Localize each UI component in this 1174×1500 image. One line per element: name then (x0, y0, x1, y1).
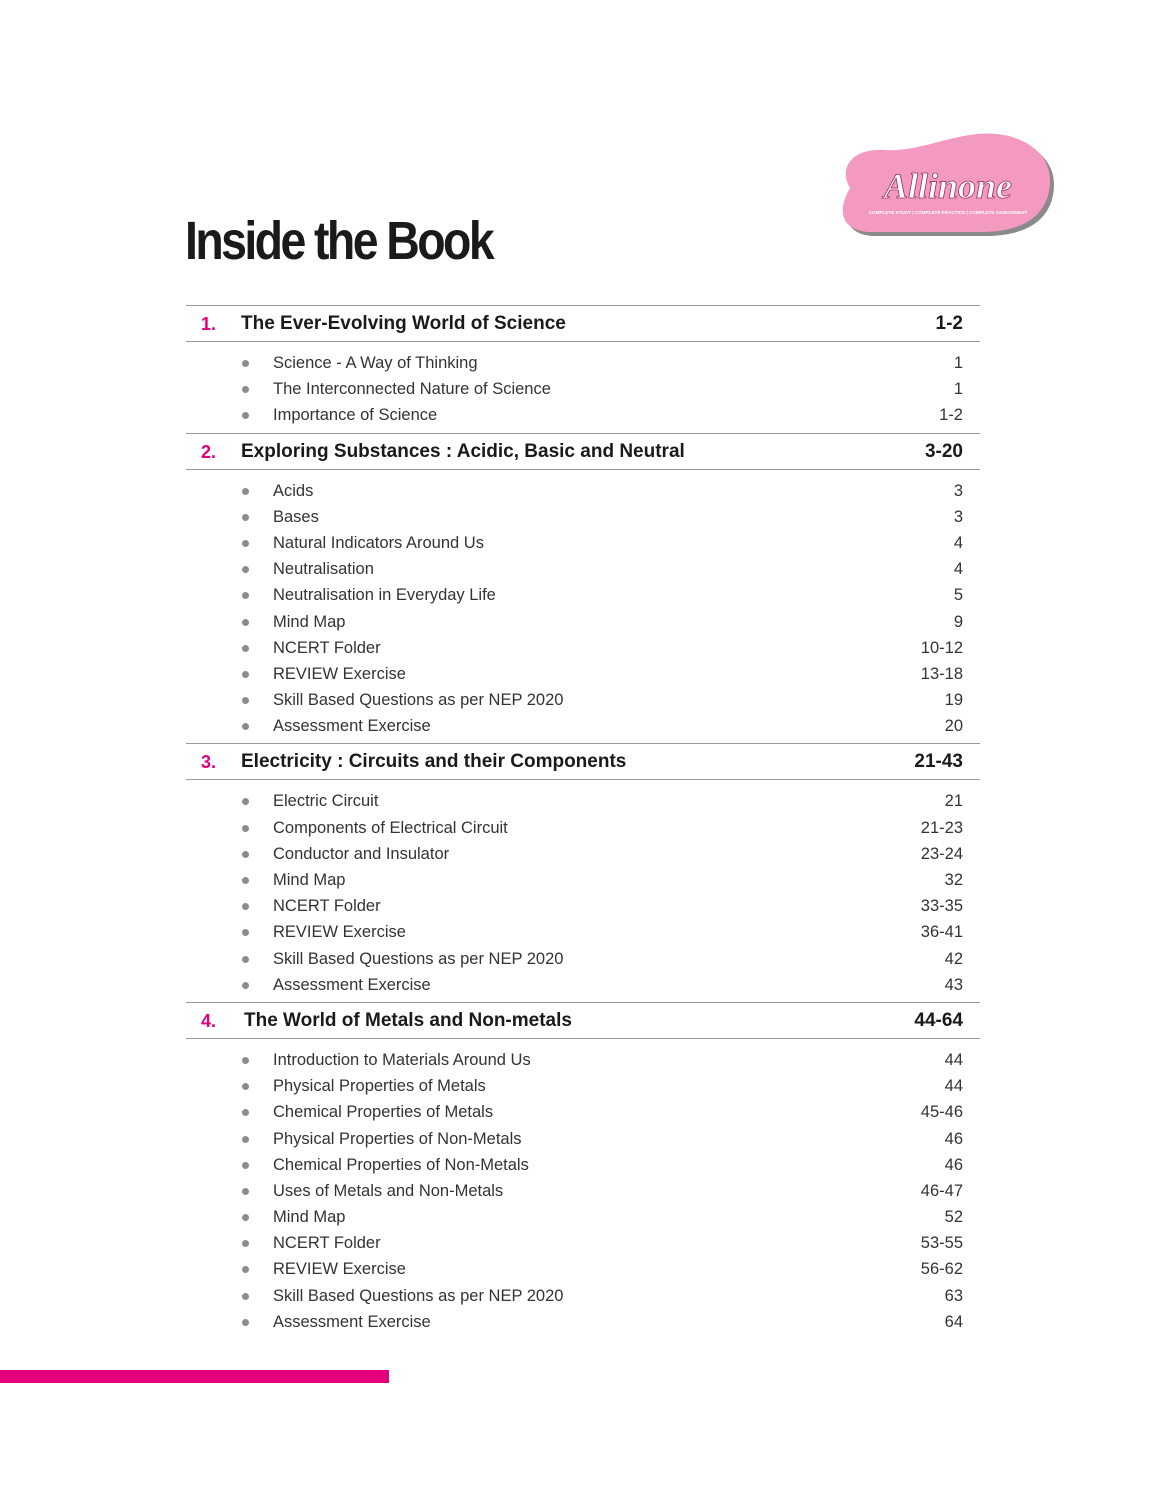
topic-item (186, 816, 980, 842)
topic-item (186, 842, 980, 868)
bullet-icon (242, 1136, 249, 1143)
topic-page: 3 (953, 481, 963, 500)
bullet-icon (242, 412, 249, 419)
topic-label: Acids (273, 481, 314, 500)
topic-label: REVIEW Exercise (273, 923, 406, 942)
topic-list (186, 1039, 980, 1339)
topic-item (186, 583, 980, 609)
topic-page: 56-62 (920, 1260, 963, 1279)
topic-label: NCERT Folder (273, 638, 381, 657)
topic-page: 5 (953, 586, 963, 605)
accent-bar (0, 1370, 389, 1383)
chapter-title: The World of Metals and Non-metals (244, 1009, 572, 1031)
bullet-icon (242, 1162, 249, 1169)
topic-page: 32 (944, 871, 963, 889)
chapter-section (186, 305, 980, 433)
bullet-icon (242, 1057, 249, 1064)
bullet-icon (242, 956, 249, 963)
topic-label: Physical Properties of Metals (273, 1077, 486, 1096)
topic-item (186, 1257, 980, 1283)
chapter-section (186, 433, 980, 744)
topic-item (186, 662, 980, 688)
topic-label: Bases (273, 507, 319, 526)
topic-item (186, 714, 980, 740)
topic-label: Components of Electrical Circuit (273, 818, 508, 837)
bullet-icon (242, 851, 249, 858)
topic-item (186, 1179, 980, 1205)
topic-page: 1 (953, 354, 963, 372)
topic-item (186, 377, 980, 403)
topic-item (186, 973, 980, 999)
chapter-section (186, 1002, 980, 1339)
topic-label: REVIEW Exercise (273, 664, 406, 683)
topic-item (186, 1127, 980, 1153)
topic-page: 21-23 (920, 818, 963, 837)
accent-bar-fill (0, 1370, 389, 1383)
chapter-section (186, 743, 980, 1002)
topic-page: 1 (953, 380, 963, 399)
chapter-heading-row (186, 305, 980, 342)
bullet-icon (242, 360, 249, 367)
chapter-page-range: 1-2 (935, 313, 963, 334)
topic-label: NCERT Folder (273, 897, 381, 916)
page-title: Inside the Book (185, 211, 493, 271)
topic-label: Neutralisation (273, 560, 374, 579)
topic-page: 46 (944, 1155, 963, 1174)
topic-page: 4 (953, 560, 963, 579)
topic-label: Assessment Exercise (273, 975, 431, 994)
bullet-icon (242, 488, 249, 495)
chapter-number: 2. (201, 441, 217, 462)
topic-page: 3 (953, 507, 963, 526)
topic-item (186, 479, 980, 505)
bullet-icon (242, 514, 249, 521)
allinone-logo (836, 132, 1056, 242)
bullet-icon (242, 877, 249, 884)
topic-item (186, 920, 980, 946)
topic-label: Chemical Properties of Non-Metals (273, 1155, 529, 1174)
logo-wordmark: Allinone (883, 166, 1013, 206)
bullet-icon (242, 723, 249, 730)
topic-label: REVIEW Exercise (273, 1260, 406, 1279)
bullet-icon (242, 1214, 249, 1221)
bullet-icon (242, 1109, 249, 1116)
topic-item (186, 1231, 980, 1257)
bullet-icon (242, 1319, 249, 1326)
bullet-icon (242, 619, 249, 626)
topic-label: Skill Based Questions as per NEP 2020 (273, 949, 564, 968)
topic-label: Natural Indicators Around Us (273, 533, 484, 552)
topic-label: Assessment Exercise (273, 1312, 431, 1331)
topic-item (186, 403, 980, 429)
topic-label: Assessment Exercise (273, 717, 431, 736)
chapter-title: Exploring Substances : Acidic, Basic and Neutral (241, 440, 685, 462)
bullet-icon (242, 1240, 249, 1247)
topic-item (186, 351, 980, 377)
bullet-icon (242, 903, 249, 910)
bullet-icon (242, 645, 249, 652)
topic-list (186, 470, 980, 744)
topic-label: Introduction to Materials Around Us (273, 1050, 531, 1069)
topic-page: 21 (944, 792, 963, 811)
chapter-page-range: 44-64 (914, 1009, 963, 1031)
topic-page: 46 (944, 1129, 963, 1148)
topic-page: 64 (944, 1312, 963, 1331)
topic-page: 42 (944, 949, 963, 968)
topic-label: Skill Based Questions as per NEP 2020 (273, 1286, 564, 1305)
topic-page: 36-41 (920, 923, 963, 942)
topic-label: Neutralisation in Everyday Life (273, 586, 496, 605)
topic-item (186, 894, 980, 920)
topic-item (186, 610, 980, 636)
topic-item (186, 1284, 980, 1310)
bullet-icon (242, 1083, 249, 1090)
topic-page: 45-46 (920, 1103, 963, 1122)
topic-label: Mind Map (273, 612, 346, 631)
chapter-heading-row (186, 433, 980, 470)
logo-tagline: COMPLETE STUDY | COMPLETE PRACTICE | COMPLETE ASSESSMENT (868, 210, 1028, 215)
bullet-icon (242, 1293, 249, 1300)
topic-item (186, 1310, 980, 1336)
topic-label: Mind Map (273, 1208, 346, 1227)
topic-page: 63 (944, 1286, 963, 1305)
topic-page: 52 (944, 1208, 963, 1227)
chapter-title: Electricity : Circuits and their Components (241, 751, 627, 773)
topic-page: 20 (944, 717, 963, 736)
topic-list (186, 780, 980, 1002)
topic-item (186, 1205, 980, 1231)
topic-label: Uses of Metals and Non-Metals (273, 1181, 504, 1200)
topic-page: 9 (953, 612, 963, 631)
bullet-icon (242, 929, 249, 936)
topic-label: Electric Circuit (273, 792, 379, 811)
topic-item (186, 1074, 980, 1100)
topic-item (186, 557, 980, 583)
topic-item (186, 1100, 980, 1126)
topic-page: 53-55 (920, 1234, 963, 1253)
topic-label: Science - A Way of Thinking (273, 354, 478, 372)
topic-label: Conductor and Insulator (273, 844, 450, 863)
topic-item (186, 505, 980, 531)
topic-label: Physical Properties of Non-Metals (273, 1129, 522, 1148)
table-of-contents (186, 305, 980, 1339)
topic-page: 33-35 (920, 897, 963, 916)
topic-page: 46-47 (920, 1181, 963, 1200)
topic-item (186, 789, 980, 815)
topic-page: 44 (944, 1077, 963, 1096)
bullet-icon (242, 592, 249, 599)
topic-label: Mind Map (273, 871, 346, 889)
bullet-icon (242, 798, 249, 805)
topic-label: The Interconnected Nature of Science (273, 380, 551, 399)
topic-item (186, 531, 980, 557)
topic-label: Importance of Science (273, 406, 438, 425)
bullet-icon (242, 982, 249, 989)
topic-label: Skill Based Questions as per NEP 2020 (273, 691, 564, 710)
topic-page: 4 (953, 533, 963, 552)
topic-page: 23-24 (920, 844, 963, 863)
topic-item (186, 636, 980, 662)
topic-label: Chemical Properties of Metals (273, 1103, 494, 1122)
bullet-icon (242, 1266, 249, 1273)
topic-item (186, 1153, 980, 1179)
bullet-icon (242, 566, 249, 573)
topic-page: 1-2 (939, 406, 963, 425)
bullet-icon (242, 1188, 249, 1195)
bullet-icon (242, 386, 249, 393)
topic-page: 44 (944, 1050, 963, 1069)
topic-page: 13-18 (920, 664, 963, 683)
chapter-number: 1. (201, 314, 217, 334)
chapter-page-range: 3-20 (924, 440, 963, 462)
topic-item (186, 1048, 980, 1074)
topic-item (186, 688, 980, 714)
chapter-page-range: 21-43 (914, 751, 963, 773)
chapter-title: The Ever-Evolving World of Science (241, 313, 566, 334)
chapter-number: 3. (201, 752, 217, 773)
chapter-number: 4. (201, 1010, 217, 1031)
topic-page: 10-12 (920, 638, 963, 657)
bullet-icon (242, 825, 249, 832)
chapter-heading-row (186, 743, 980, 780)
topic-page: 19 (944, 691, 963, 710)
chapter-heading-row (186, 1002, 980, 1039)
bullet-icon (242, 540, 249, 547)
topic-page: 43 (944, 975, 963, 994)
topic-list (186, 342, 980, 433)
topic-item (186, 868, 980, 894)
topic-item (186, 947, 980, 973)
bullet-icon (242, 671, 249, 678)
topic-label: NCERT Folder (273, 1234, 381, 1253)
bullet-icon (242, 697, 249, 704)
